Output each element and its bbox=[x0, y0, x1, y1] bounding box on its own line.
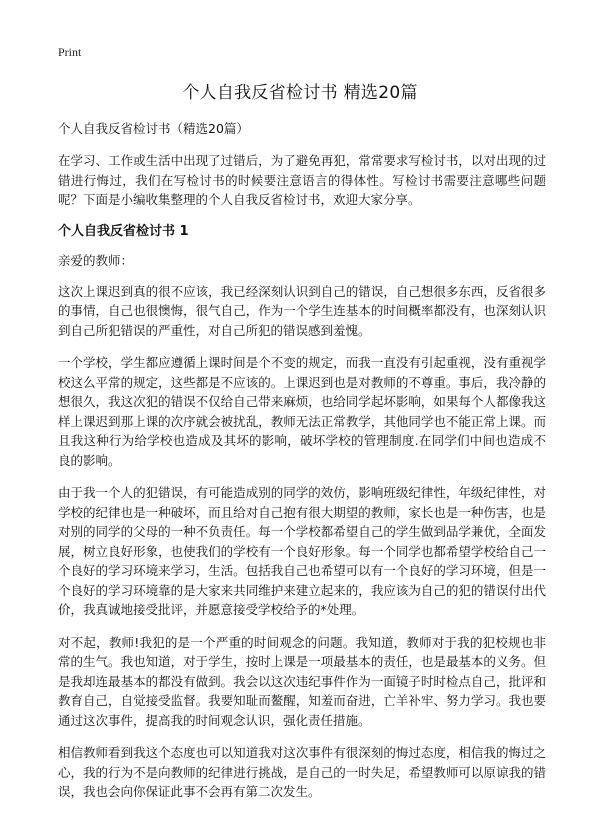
body-paragraph: 由于我一个人的犯错误，有可能造成别的同学的效仿，影响班级纪律性，年级纪律性，对学校的纪律也是一种破坏，而且给对自己抱有很大期望的教师，家长也是一种伤害，也是对别的同学的父母的一种不负责任。每一个学校都希望自己的学生做到品学兼优，全面发展，树立良好形象，也使我们的学校有一个良好形象。每一个同学也都希望学校给自己一个良好的学习环境来学习，生活。包括我自己也希望可以有一个良好的学习环境，但是一个良好的学习环境靠的是大家来共同维护来建立起来的，我应该为自己的犯的错误付出代价，我真诚地接受批评，并愿意接受学校给予的*处理。 bbox=[58, 485, 546, 617]
body-paragraph: 对不起，教师!我犯的是一个严重的时间观念的问题。我知道，教师对于我的犯校规也非常的生气。我也知道，对于学生，按时上课是一项最基本的责任，也是最基本的义务。但是我却连最基本的都没有做到。我会以这次违纪事件作为一面镜子时时检点自己，批评和教育自己，自觉接受监督。我要知耻而鳌醒，知羞而奋进，亡羊补牢、努力学习。我也要通过这次事件，提高我的时间观念认识，强化责任措施。 bbox=[58, 634, 546, 728]
document-subtitle: 个人自我反省检讨书（精选20篇） bbox=[58, 121, 249, 136]
intro-paragraph: 在学习、工作或生活中出现了过错后，为了避免再犯，常常要求写检讨书，以对出现的过错进行悔过，我们在写检讨书的时候要注意语言的得体性。写检讨书需要注意哪些问题呢？下面是小编收集整理的个人自我反省检讨书，欢迎大家分享。 bbox=[58, 153, 546, 207]
print-link[interactable]: Print bbox=[58, 45, 82, 59]
section-heading: 个人自我反省检讨书 1 bbox=[58, 223, 189, 239]
body-paragraph: 相信教师看到我这个态度也可以知道我对这次事件有很深刻的悔过态度，相信我的悔过之心，我的行为不是向教师的纪律进行挑战，是自己的一时失足，希望教师可以原谅我的错误，我也会向你保证此事不会再有第二次发生。 bbox=[58, 745, 546, 799]
body-paragraph: 这次上课迟到真的很不应该，我已经深刻认识到自己的错误，自己想很多东西，反省很多的事情，自己也很懊悔，很气自己，作为一个学生连基本的时间概率都没有，也深刻认识到自己所犯错误的严重性，对自己所犯的错误感到羞愧。 bbox=[58, 283, 546, 338]
body-paragraph: 一个学校，学生都应遵循上课时间是个不变的规定，而我一直没有引起重视，没有重视学校这么平常的规定，这些都是不应该的。上课迟到也是对教师的不尊重。事后，我冷静的想很久，我这次犯的错误不仅给自己带来麻烦，也给同学起坏影响，如果每个人都像我这样上课迟到那上课的次序就会被扰乱，教师无法正常教学，其他同学也不能正常上课。而且我这种行为给学校也造成及其坏的影响，破坏学校的管理制度.在同学们中间也造成不良的影响。 bbox=[58, 355, 546, 468]
document-title: 个人自我反省检讨书 精选20篇 bbox=[182, 83, 418, 103]
salutation: 亲爱的教师： bbox=[58, 252, 134, 268]
document-body bbox=[58, 120, 546, 815]
